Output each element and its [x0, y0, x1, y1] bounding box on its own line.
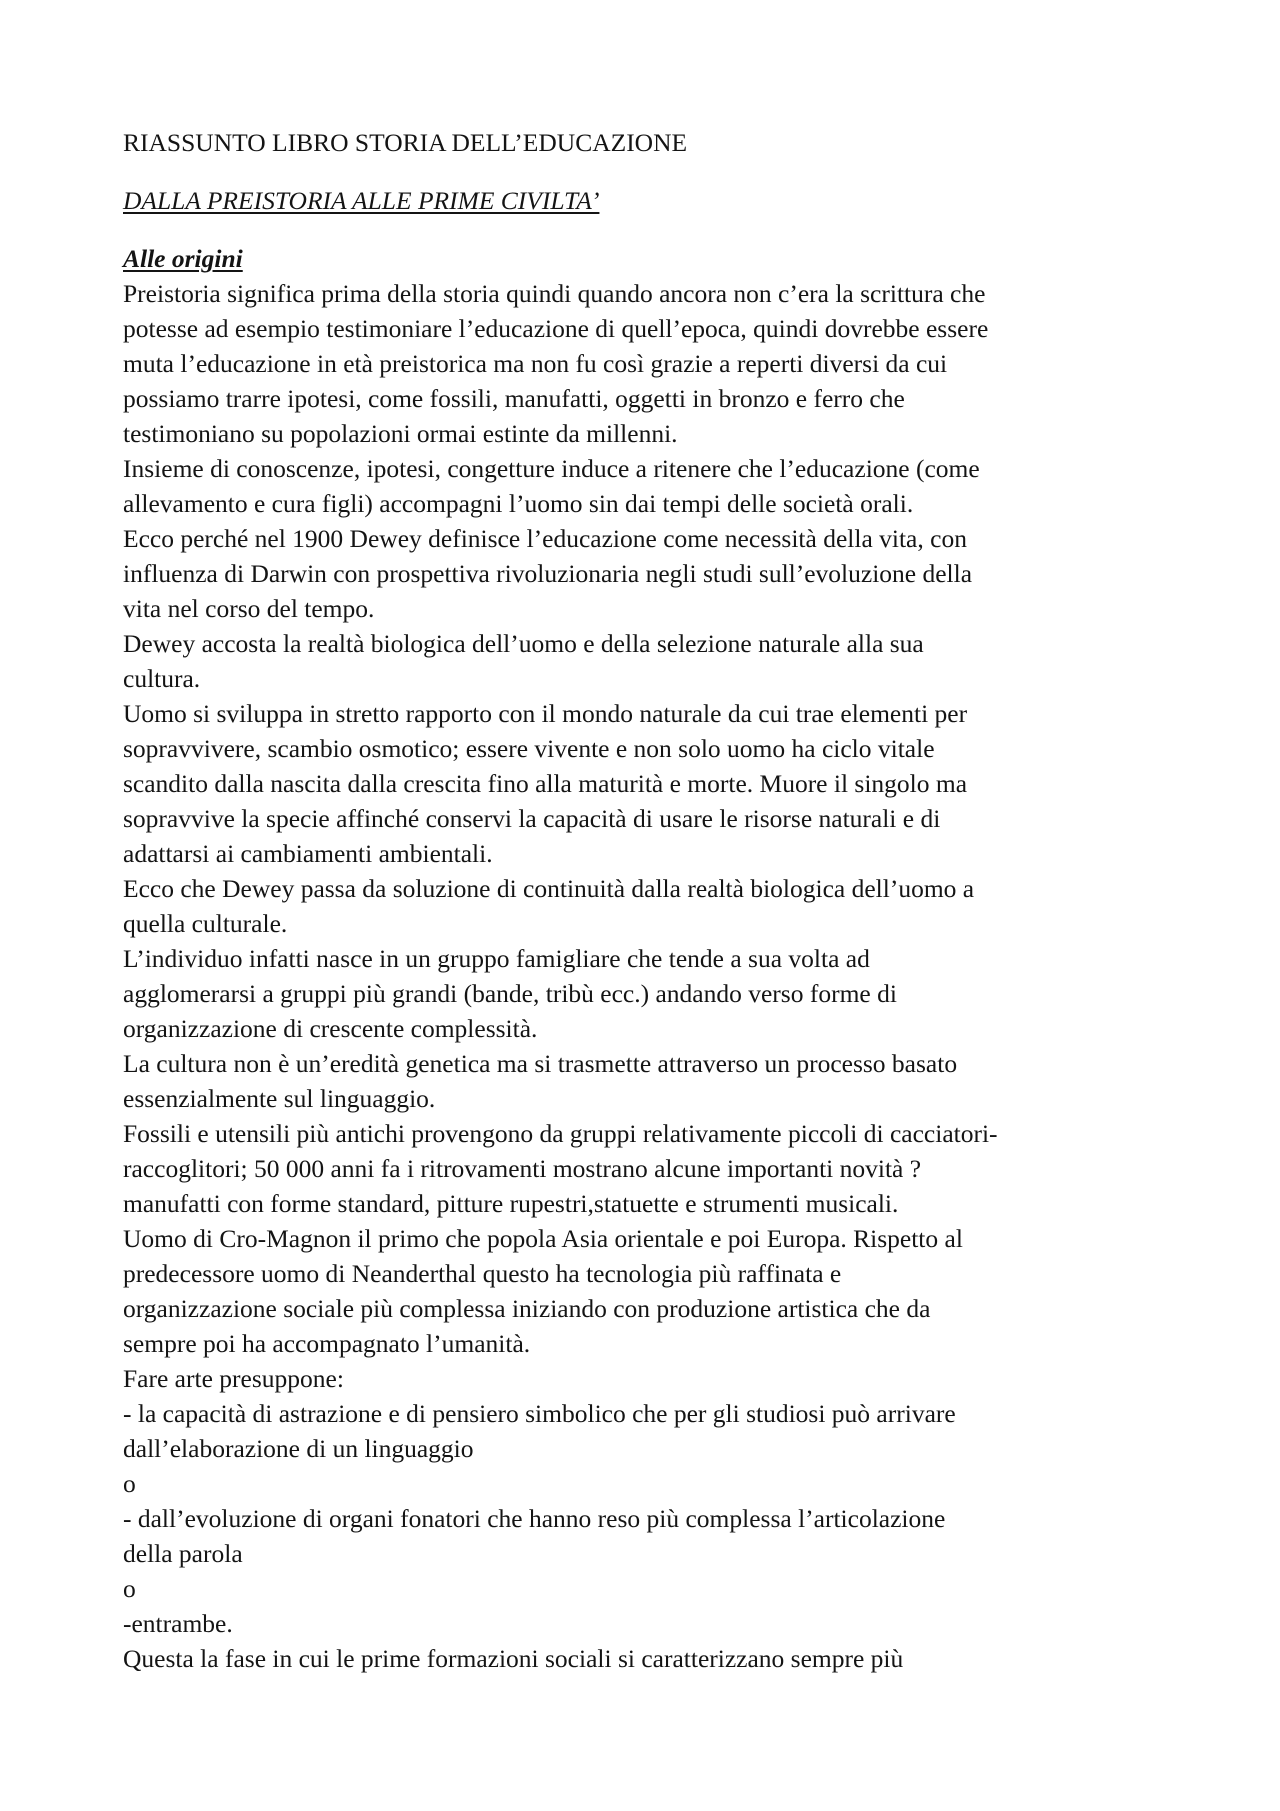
text-line: o	[123, 1469, 136, 1498]
text-line: Fare arte presuppone:	[123, 1364, 344, 1393]
paragraph	[123, 1046, 1183, 1116]
text-line: agglomerarsi a gruppi più grandi (bande, tribù ecc.) andando verso forme di	[123, 979, 897, 1008]
paragraph	[123, 626, 1183, 696]
text-line: dall’elaborazione di un linguaggio	[123, 1434, 474, 1463]
document-body	[123, 125, 1183, 1676]
text-line: cultura.	[123, 664, 201, 693]
text-line: allevamento e cura figli) accompagni l’uomo sin dai tempi delle società orali.	[123, 489, 914, 518]
text-line: L’individuo infatti nasce in un gruppo famigliare che tende a sua volta ad	[123, 944, 870, 973]
paragraph	[123, 451, 1183, 521]
text-line: Uomo si sviluppa in stretto rapporto con il mondo naturale da cui trae elementi per	[123, 699, 968, 728]
paragraph	[123, 941, 1183, 1046]
text-line: Uomo di Cro-Magnon il primo che popola Asia orientale e poi Europa. Rispetto al	[123, 1224, 963, 1253]
paragraph	[123, 1221, 1183, 1361]
text-line: scandito dalla nascita dalla crescita fino alla maturità e morte. Muore il singolo ma	[123, 769, 968, 798]
text-line: Ecco perché nel 1900 Dewey definisce l’educazione come necessità della vita, con	[123, 524, 967, 553]
paragraph	[123, 696, 1183, 871]
text-line: predecessore uomo di Neanderthal questo ha tecnologia più raffinata e	[123, 1259, 842, 1288]
text-line: possiamo trarre ipotesi, come fossili, manufatti, oggetti in bronzo e ferro che	[123, 384, 905, 413]
paragraph-list	[123, 276, 1183, 1676]
document-title: RIASSUNTO LIBRO STORIA DELL’EDUCAZIONE	[123, 128, 688, 157]
paragraph	[123, 521, 1183, 626]
text-line: Questa la fase in cui le prime formazioni sociali si caratterizzano sempre più	[123, 1644, 904, 1673]
paragraph	[123, 1361, 1183, 1396]
paragraph	[123, 1466, 1183, 1501]
paragraph	[123, 1116, 1183, 1221]
text-line: influenza di Darwin con prospettiva rivoluzionaria negli studi sull’evoluzione della	[123, 559, 973, 588]
paragraph	[123, 871, 1183, 941]
text-line: Dewey accosta la realtà biologica dell’uomo e della selezione naturale alla sua	[123, 629, 924, 658]
text-line: sempre poi ha accompagnato l’umanità.	[123, 1329, 531, 1358]
text-line: -entrambe.	[123, 1609, 233, 1638]
paragraph	[123, 1641, 1183, 1676]
text-line: Insieme di conoscenze, ipotesi, congetture induce a ritenere che l’educazione (come	[123, 454, 980, 483]
text-line: organizzazione di crescente complessità.	[123, 1014, 538, 1043]
text-line: - dall’evoluzione di organi fonatori che hanno reso più complessa l’articolazione	[123, 1504, 946, 1533]
text-line: della parola	[123, 1539, 243, 1568]
text-line: o	[123, 1574, 136, 1603]
paragraph	[123, 1501, 1183, 1571]
section-title: DALLA PREISTORIA ALLE PRIME CIVILTA’	[123, 186, 600, 215]
paragraph	[123, 1396, 1183, 1466]
text-line: vita nel corso del tempo.	[123, 594, 375, 623]
text-line: adattarsi ai cambiamenti ambientali.	[123, 839, 493, 868]
text-line: organizzazione sociale più complessa iniziando con produzione artistica che da	[123, 1294, 931, 1323]
subsection-title: Alle origini	[123, 244, 243, 273]
text-line: testimoniano su popolazioni ormai estinte da millenni.	[123, 419, 678, 448]
text-line: sopravvivere, scambio osmotico; essere vivente e non solo uomo ha ciclo vitale	[123, 734, 935, 763]
text-line: sopravvive la specie affinché conservi la capacità di usare le risorse naturali e di	[123, 804, 941, 833]
text-line: Preistoria significa prima della storia quindi quando ancora non c’era la scrittura che	[123, 279, 986, 308]
paragraph	[123, 276, 1183, 451]
text-line: raccoglitori; 50 000 anni fa i ritrovamenti mostrano alcune importanti novità ?	[123, 1154, 922, 1183]
text-line: La cultura non è un’eredità genetica ma si trasmette attraverso un processo basato	[123, 1049, 958, 1078]
text-line: essenzialmente sul linguaggio.	[123, 1084, 436, 1113]
paragraph	[123, 1606, 1183, 1641]
text-line: quella culturale.	[123, 909, 288, 938]
text-line: muta l’educazione in età preistorica ma non fu così grazie a reperti diversi da cui	[123, 349, 948, 378]
paragraph	[123, 1571, 1183, 1606]
text-line: - la capacità di astrazione e di pensiero simbolico che per gli studiosi può arrivare	[123, 1399, 956, 1428]
text-line: Fossili e utensili più antichi provengono da gruppi relativamente piccoli di cacciatori-	[123, 1119, 998, 1148]
text-line: Ecco che Dewey passa da soluzione di continuità dalla realtà biologica dell’uomo a	[123, 874, 975, 903]
text-line: potesse ad esempio testimoniare l’educazione di quell’epoca, quindi dovrebbe essere	[123, 314, 989, 343]
text-line: manufatti con forme standard, pitture rupestri,statuette e strumenti musicali.	[123, 1189, 899, 1218]
